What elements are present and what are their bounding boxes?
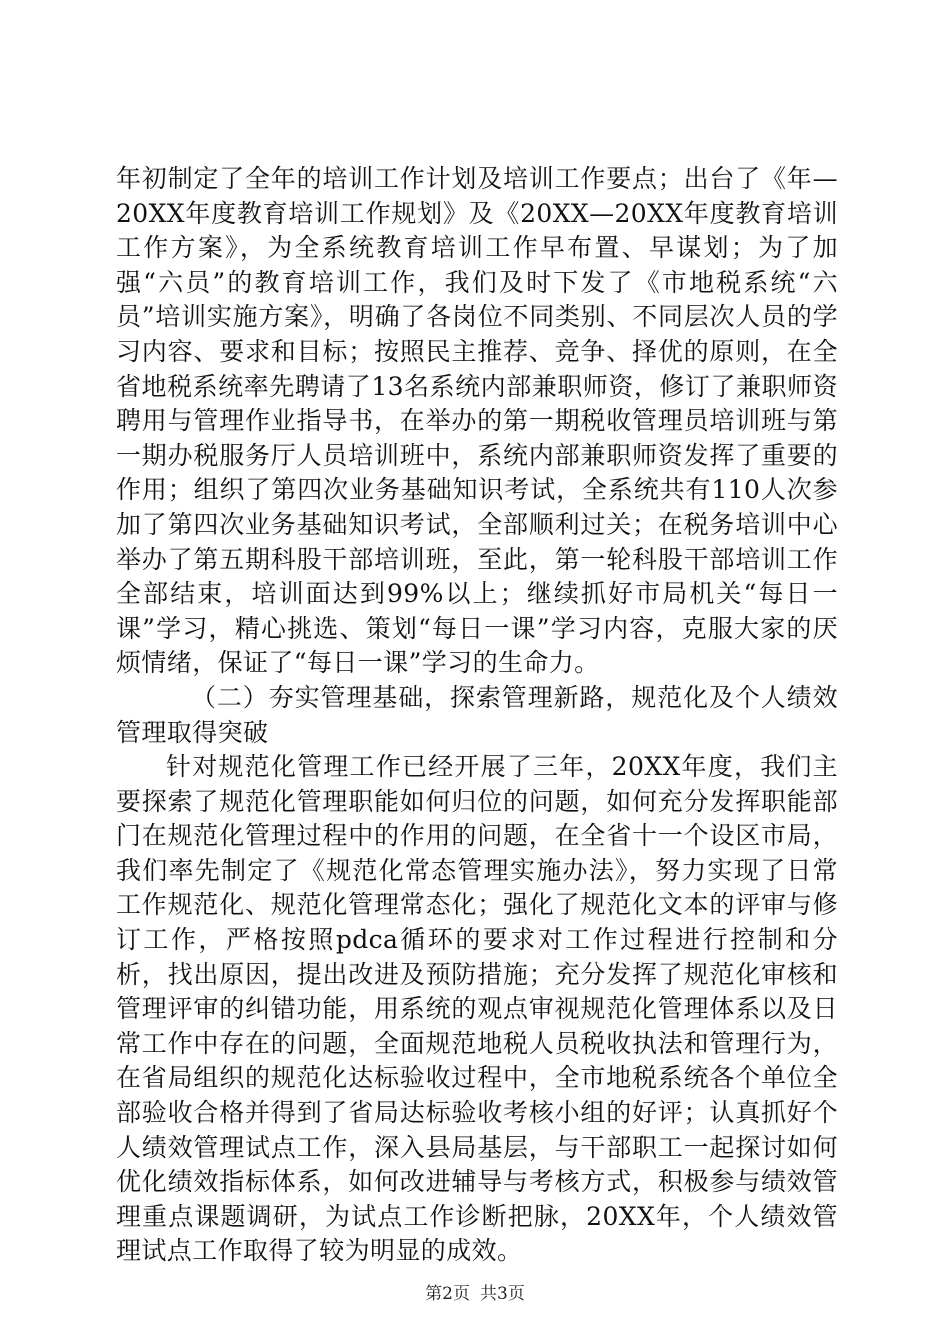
document-body <box>116 162 838 1269</box>
page-number: 第2页 <box>425 1284 470 1304</box>
page-footer <box>0 1279 950 1304</box>
section-heading-2: （二）夯实管理基础，探索管理新路，规范化及个人绩效管理取得突破 <box>116 682 838 747</box>
paragraph-standardization: 针对规范化管理工作已经开展了三年，20XX年度，我们主要探索了规范化管理职能如何归位的问题，如何充分发挥职能部门在规范化管理过程中的作用的问题，在全省十一个设区市局，我们率先制定了《规范化常态管理实施办法》，努力实现了日常工作规范化、规范化管理常态化；强化了规范化文本的评审与修订工作，严格按照pdca循环的要求对工作过程进行控制和分析，找出原因，提出改进及预防措施；充分发挥了规范化审核和管理评审的纠错功能，用系统的观点审视规范化管理体系以及日常工作中存在的问题，全面规范地税人员税收执法和管理行为，在省局组织的规范化达标验收过程中，全市地税系统各个单位全部验收合格并得到了省局达标验收考核小组的好评；认真抓好个人绩效管理试点工作，深入县局基层，与干部职工一起探讨如何优化绩效指标体系，如何改进辅导与考核方式，积极参与绩效管理重点课题调研，为试点工作诊断把脉，20XX年，个人绩效管理试点工作取得了较为明显的成效。 <box>116 752 838 1266</box>
paragraph-training-work: 年初制定了全年的培训工作计划及培训工作要点；出台了《年—20XX年度教育培训工作规划》及《20XX—20XX年度教育培训工作方案》，为全系统教育培训工作早布置、早谋划；为了加强“六员”的教育培训工作，我们及时下发了《市地税系统“六员”培训实施方案》，明确了各岗位不同类别、不同层次人员的学习内容、要求和目标；按照民主推荐、竞争、择优的原则，在全省地税系统率先聘请了13名系统内部兼职师资，修订了兼职师资聘用与管理作业指导书，在举办的第一期税收管理员培训班与第一期办税服务厅人员培训班中，系统内部兼职师资发挥了重要的作用；组织了第四次业务基础知识考试，全系统共有110人次参加了第四次业务基础知识考试，全部顺利过关；在税务培训中心举办了第五期科股干部培训班，至此，第一轮科股干部培训工作全部结束，培训面达到99%以上；继续抓好市局机关“每日一课”学习，精心挑选、策划“每日一课”学习内容，克服大家的厌烦情绪，保证了“每日一课”学习的生命力。 <box>116 164 838 678</box>
page-total: 共3页 <box>480 1284 525 1304</box>
